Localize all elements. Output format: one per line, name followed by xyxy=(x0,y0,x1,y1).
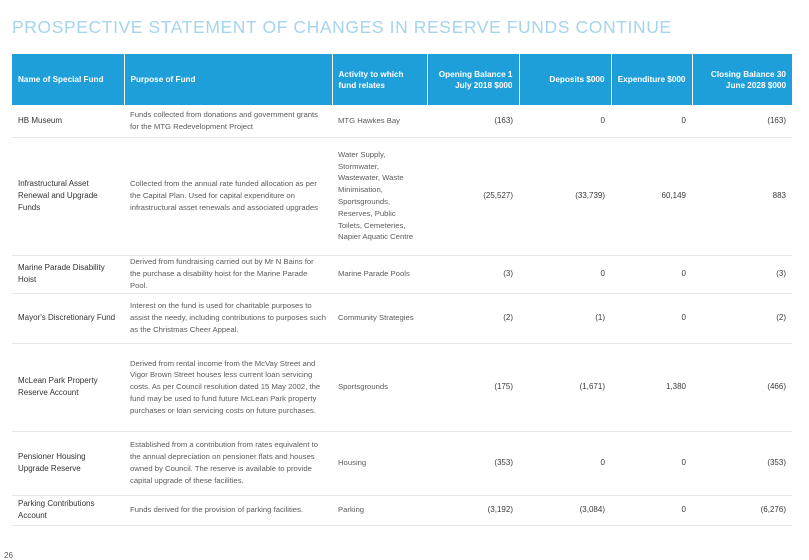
fund-name: Marine Parade Disability Hoist xyxy=(12,255,124,293)
page-title: PROSPECTIVE STATEMENT OF CHANGES IN RESERVE FUNDS CONTINUE xyxy=(12,16,672,37)
fund-activity: Parking xyxy=(332,495,427,525)
fund-activity: Community Strategies xyxy=(332,293,427,343)
opening-balance: (163) xyxy=(427,105,519,137)
column-header-activity: Activity to which fund relates xyxy=(332,54,427,105)
deposits: (3,084) xyxy=(519,495,611,525)
fund-activity: MTG Hawkes Bay xyxy=(332,105,427,137)
opening-balance: (3,192) xyxy=(427,495,519,525)
closing-balance: (353) xyxy=(692,431,792,495)
column-header-expenditure: Expenditure $000 xyxy=(611,54,692,105)
fund-activity: Water Supply, Stormwater, Wastewater, Waste Minimisation, Sportsgrounds, Reserves, Public Toilets, Cemeteries, Napier Aquatic Centre xyxy=(332,137,427,255)
fund-activity: Sportsgrounds xyxy=(332,343,427,431)
deposits: (1) xyxy=(519,293,611,343)
deposits: 0 xyxy=(519,255,611,293)
deposits: 0 xyxy=(519,105,611,137)
opening-balance: (353) xyxy=(427,431,519,495)
opening-balance: (3) xyxy=(427,255,519,293)
fund-purpose: Established from a contribution from rates equivalent to the annual depreciation on pensioner flats and houses owned by Council. The reserve is available to provide capital upgrade of these facilities. xyxy=(124,431,332,495)
fund-purpose: Derived from fundraising carried out by Mr N Bains for the purchase a disability hoist for the Marine Parade Pool. xyxy=(124,255,332,293)
expenditure: 0 xyxy=(611,293,692,343)
table-row xyxy=(12,293,792,343)
column-header-closing: Closing Balance 30 June 2028 $000 xyxy=(692,54,792,105)
expenditure: 0 xyxy=(611,495,692,525)
fund-activity: Housing xyxy=(332,431,427,495)
closing-balance: (2) xyxy=(692,293,792,343)
expenditure: 1,380 xyxy=(611,343,692,431)
table-row xyxy=(12,105,792,137)
fund-name: HB Museum xyxy=(12,105,124,137)
closing-balance: (163) xyxy=(692,105,792,137)
reserve-funds-table xyxy=(12,54,792,526)
fund-activity: Marine Parade Pools xyxy=(332,255,427,293)
fund-purpose: Interest on the fund is used for charitable purposes to assist the needy, including contributions to purposes such as the Christmas Cheer Appeal. xyxy=(124,293,332,343)
fund-name: Infrastructural Asset Renewal and Upgrade Funds xyxy=(12,137,124,255)
column-header-purpose: Purpose of Fund xyxy=(124,54,332,105)
column-header-opening: Opening Balance 1 July 2018 $000 xyxy=(427,54,519,105)
opening-balance: (2) xyxy=(427,293,519,343)
closing-balance: (466) xyxy=(692,343,792,431)
expenditure: 0 xyxy=(611,105,692,137)
closing-balance: (3) xyxy=(692,255,792,293)
fund-purpose: Funds derived for the provision of parking facilities. xyxy=(124,495,332,525)
fund-purpose: Collected from the annual rate funded allocation as per the Capital Plan. Used for capital expenditure on infrastructural asset renewals and associated upgrades xyxy=(124,137,332,255)
deposits: 0 xyxy=(519,431,611,495)
column-header-deposits: Deposits $000 xyxy=(519,54,611,105)
fund-name: Mayor's Discretionary Fund xyxy=(12,293,124,343)
deposits: (33,739) xyxy=(519,137,611,255)
fund-name: Pensioner Housing Upgrade Reserve xyxy=(12,431,124,495)
closing-balance: 883 xyxy=(692,137,792,255)
deposits: (1,671) xyxy=(519,343,611,431)
table-row xyxy=(12,137,792,255)
expenditure: 60,149 xyxy=(611,137,692,255)
fund-purpose: Funds collected from donations and government grants for the MTG Redevelopment Project xyxy=(124,105,332,137)
table-row xyxy=(12,495,792,525)
table-header-row xyxy=(12,54,792,105)
table-row xyxy=(12,343,792,431)
expenditure: 0 xyxy=(611,255,692,293)
expenditure: 0 xyxy=(611,431,692,495)
opening-balance: (175) xyxy=(427,343,519,431)
fund-name: McLean Park Property Reserve Account xyxy=(12,343,124,431)
fund-purpose: Derived from rental income from the McVay Street and Vigor Brown Street houses less current loan servicing costs. As per Council resolution dated 15 May 2002, the fund may be used to fund future McLean Park property purchases or loan servicing costs on future purchases. xyxy=(124,343,332,431)
page-number: 26 xyxy=(4,551,13,560)
closing-balance: (6,276) xyxy=(692,495,792,525)
column-header-name: Name of Special Fund xyxy=(12,54,124,105)
table-row xyxy=(12,255,792,293)
table-row xyxy=(12,431,792,495)
fund-name: Parking Contributions Account xyxy=(12,495,124,525)
opening-balance: (25,527) xyxy=(427,137,519,255)
